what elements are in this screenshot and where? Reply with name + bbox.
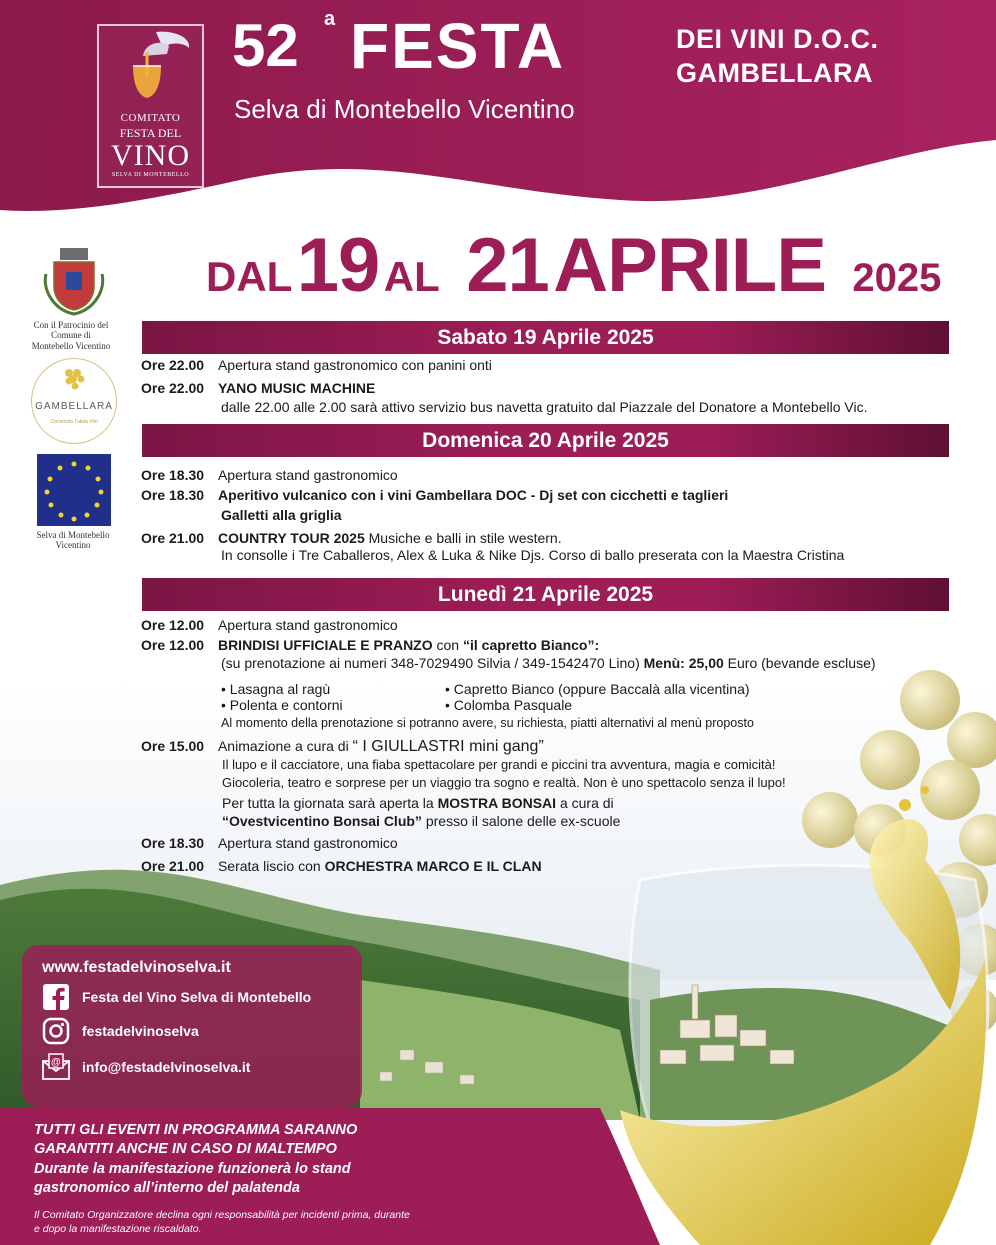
event-text: Apertura stand gastronomico [217,617,398,633]
event-row [141,467,398,483]
comune-caption: Con il Patrocinio del Comune di Montebello Vicentino [31,320,111,351]
page-title: FESTA [350,10,566,82]
event-time: Ore 18.30 [141,835,205,851]
notice-line: Durante la manifestazione funzionerà lo stand [34,1160,351,1177]
event-row [141,380,375,396]
event-time: Ore 21.00 [141,858,205,874]
page-subtitle: Selva di Montebello Vicentino [234,94,575,124]
logo-text-vino: VINO [111,139,190,172]
doc-line-2: GAMBELLARA [676,58,873,88]
event-text: Serata liscio con [217,858,321,874]
menu-item: • Capretto Bianco (oppure Baccalà alla vicentina) [445,681,750,697]
event-row [141,858,542,874]
comitato-logo [97,24,204,188]
doc-line-1: DEI VINI D.O.C. [676,24,879,54]
menu-item: • Polenta e contorni [221,697,343,713]
event-time: Ore 22.00 [141,357,205,373]
date-start-day: 19 [296,223,380,308]
date-al: AL [383,253,440,300]
disclaimer [34,1208,484,1236]
event-detail: In consolle i Tre Caballeros, Alex & Luka & Nike Djs. Corso di ballo preserata con la Maestra Cristina [221,547,845,563]
event-row [141,357,492,373]
event-title: COUNTRY TOUR 2025 [217,530,365,546]
event-detail: dalle 22.00 alle 2.00 sarà attivo servizio bus navetta gratuito dal Piazzale del Donatore a Montebello Vic. [221,399,868,415]
day-header-lunedi: Lunedì 21 Aprile 2025 [142,578,949,611]
gambellara-logo [31,358,117,444]
event-text: con [436,637,460,653]
edition-suffix: a [324,8,336,30]
date-dal: DAL [206,253,293,300]
event-detail [222,795,614,811]
notice-line: gastronomico all’interno del palatenda [34,1179,300,1196]
event-text: Aperitivo vulcanico con i vini Gambellara DOC - Dj set con cicchetti e taglieri [217,487,729,503]
selva-logo [37,454,111,526]
svg-text:@: @ [51,1057,61,1068]
event-detail: Giocoleria, teatro e sorprese per un viaggio tra sogno e realtà. Non è uno spettacolo senza il lupo! [222,775,786,790]
email-icon [42,1053,70,1081]
gambellara-sub: Consorzio Tutela Vini [50,419,98,425]
email-label: info@festadelvinoselva.it [82,1059,251,1075]
bonsai-location: presso il salone delle ex-scuole [425,813,621,829]
notice-line: GARANTITI ANCHE IN CASO DI MALTEMPO [34,1141,337,1158]
edition-number: 52 [232,12,299,79]
event-detail [221,655,876,671]
contact-box [22,945,362,1107]
date-month: APRILE [553,223,826,308]
menu-note: Al momento della prenotazione si potranno avere, su richiesta, piatti alternativi al menù proposto [221,716,754,730]
event-detail: Galletti alla griglia [221,507,342,523]
event-title: BRINDISI UFFICIALE E PRANZO [217,637,433,653]
event-time: Ore 15.00 [141,738,205,754]
logo-text-comitato: COMITATO [120,112,181,124]
event-time: Ore 22.00 [141,380,205,396]
facebook-icon [42,983,70,1011]
facebook-label: Festa del Vino Selva di Montebello [82,989,312,1005]
grape-icon [62,365,88,395]
disclaimer-line: e dopo la manifestazione riscaldato. [34,1223,202,1236]
date-year: 2025 [852,256,942,300]
event-row [141,738,544,756]
comune-crest-icon [45,248,103,314]
date-end-day: 21 [466,223,549,308]
event-text: Animazione a cura di [217,738,349,754]
event-title: “ I GIULLASTRI mini gang” [352,738,544,755]
event-time: Ore 18.30 [141,467,205,483]
logo-text-selva: SELVA DI MONTEBELLO [111,172,190,178]
event-row [141,530,562,546]
logo-text-festa: FESTA DEL [119,126,182,140]
email-link[interactable] [42,1053,250,1081]
selva-caption: Selva di Montebello Vicentino [36,530,110,551]
event-title-2: “il capretto Bianco”: [462,637,600,653]
event-row [141,637,599,653]
event-detail: Il lupo e il cacciatore, una fiaba spettacolare per grandi e piccini tra avventura, magia e comicità! [222,757,776,772]
event-text: Apertura stand gastronomico [217,835,398,851]
event-row [141,835,398,851]
bonsai-title: MOSTRA BONSAI [437,795,557,811]
event-text: Musiche e balli in stile western. [368,530,562,546]
event-detail [222,813,620,829]
instagram-link[interactable] [42,1017,199,1045]
gambellara-label: GAMBELLARA [35,401,113,412]
booking-text-post: Euro (bevande escluse) [727,655,876,671]
bonsai-club: “Ovestvicentino Bonsai Club” [222,813,422,829]
stars-ring-icon [37,454,111,526]
event-dates [206,223,942,308]
instagram-label: festadelvinoselva [82,1023,199,1039]
event-time: Ore 12.00 [141,617,205,633]
facebook-link[interactable] [42,983,311,1011]
disclaimer-line: Il Comitato Organizzatore declina ogni responsabilità per incidenti prima, durante [34,1209,410,1221]
event-row [141,617,398,633]
event-time: Ore 12.00 [141,637,205,653]
day-header-domenica: Domenica 20 Aprile 2025 [142,424,949,457]
notice-line: TUTTI GLI EVENTI IN PROGRAMMA SARANNO [34,1122,358,1138]
weather-notice [34,1121,474,1198]
day-header-sabato: Sabato 19 Aprile 2025 [142,321,949,354]
booking-text: (su prenotazione ai numeri 348-7029490 Silvia / 349-1542470 Lino) [221,655,640,671]
website-link[interactable]: www.festadelvinoselva.it [42,959,231,976]
menu-price: Menù: 25,00 [643,655,724,671]
menu-item: • Lasagna al ragù [221,681,331,697]
event-title: ORCHESTRA MARCO E IL CLAN [324,858,542,874]
menu-item: • Colomba Pasquale [445,697,573,713]
event-text: Apertura stand gastronomico [217,467,398,483]
event-time: Ore 18.30 [141,487,205,503]
instagram-icon [42,1017,70,1045]
event-row [141,487,728,503]
wine-pour-icon [111,30,191,110]
bonsai-pre: Per tutta la giornata sarà aperta la [222,795,434,811]
bonsai-post: a cura di [559,795,614,811]
event-text: YANO MUSIC MACHINE [217,380,376,396]
event-time: Ore 21.00 [141,530,205,546]
event-text: Apertura stand gastronomico con panini onti [217,357,492,373]
